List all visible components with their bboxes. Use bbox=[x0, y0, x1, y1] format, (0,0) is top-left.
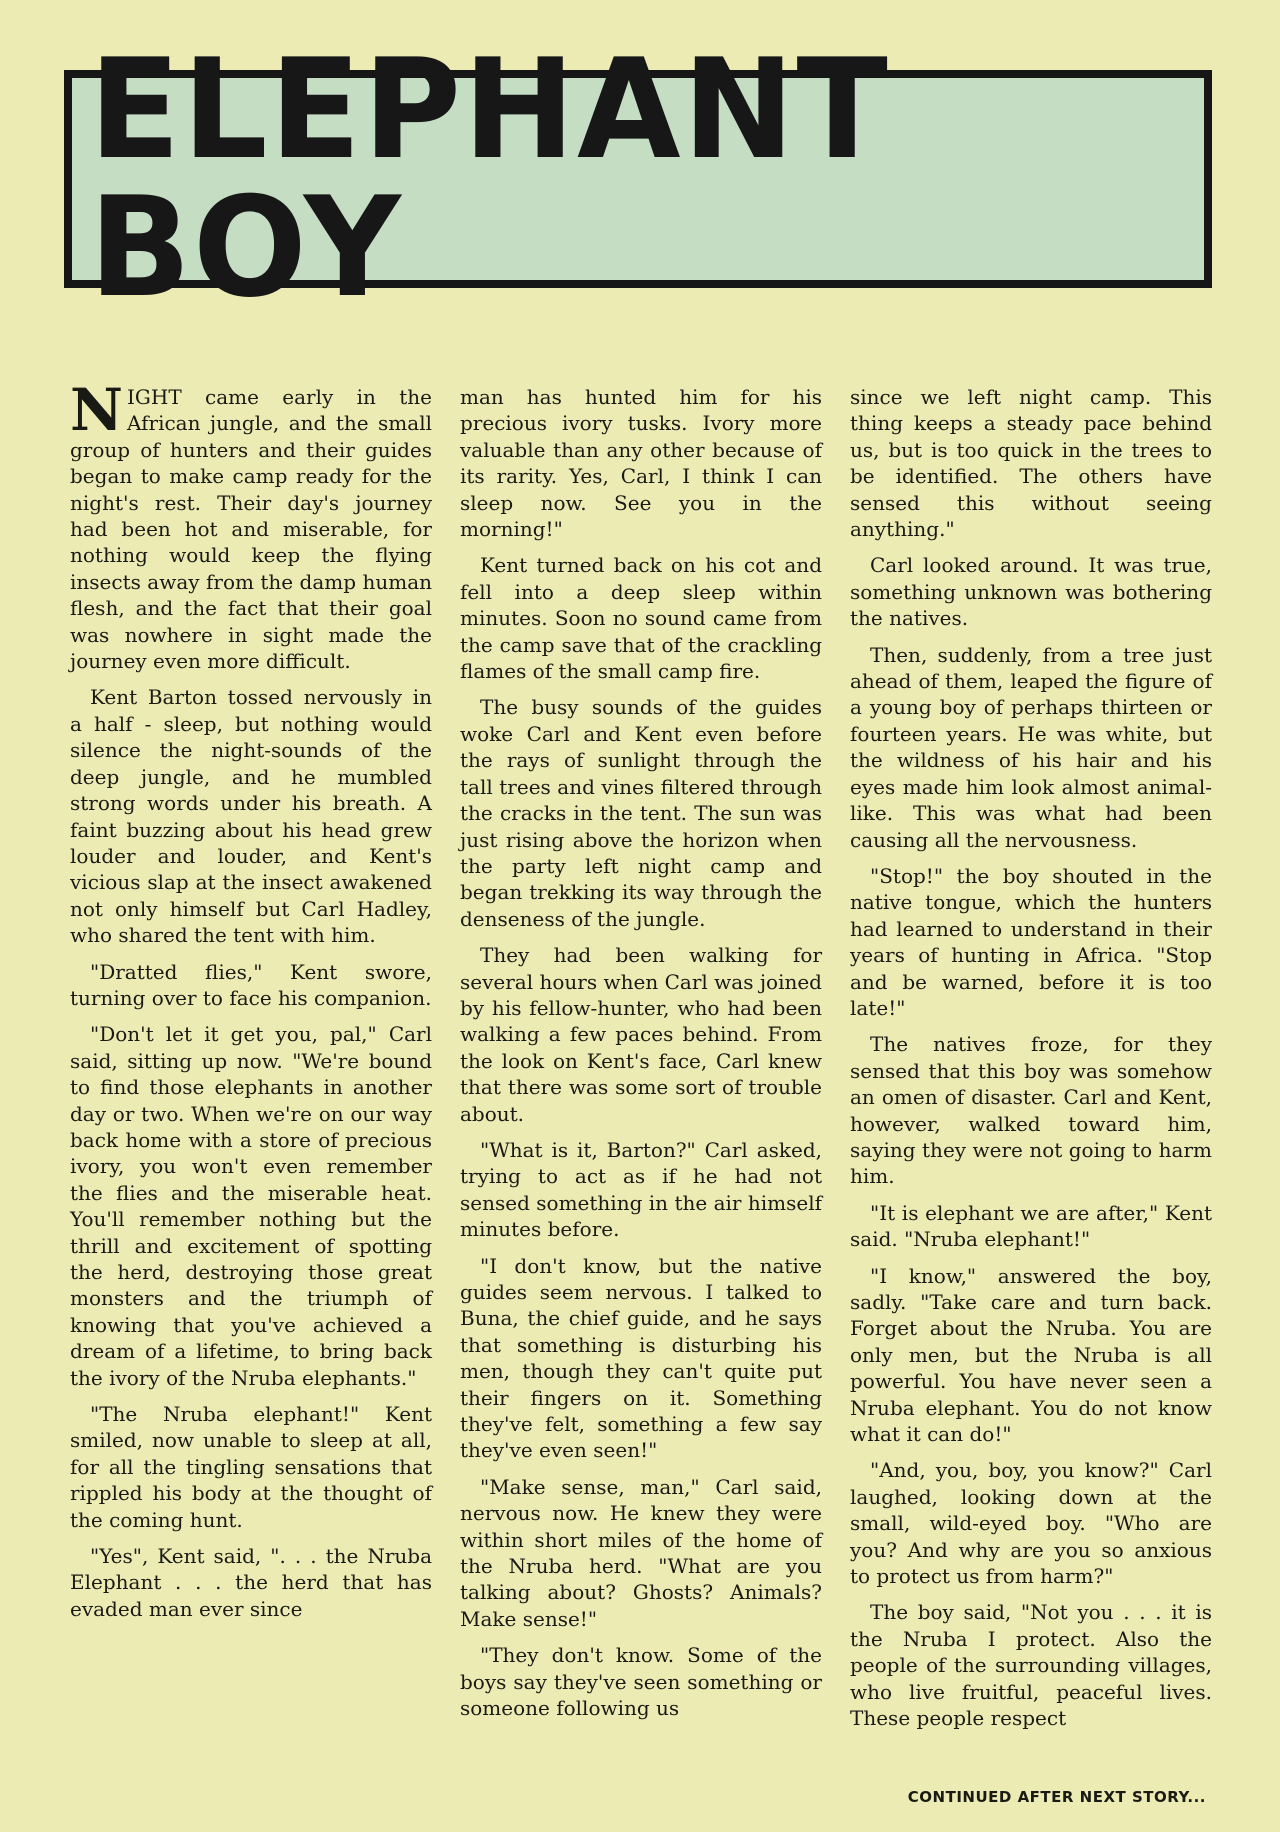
paragraph: "Dratted flies," Kent swore, turning over to face his companion. bbox=[70, 959, 432, 1010]
paragraph: The boy said, "Not you . . . it is the Nruba I protect. Also the people of the surrounding villages, who live fruitful, peaceful lives. These people respect bbox=[850, 1600, 1212, 1731]
paragraph: They had been walking for several hours when Carl was joined by his fellow-hunter, who had been walking a few paces behind. From the look on Kent's face, Carl knew that there was some sort of trouble about. bbox=[460, 943, 822, 1126]
paragraph: "They don't know. Some of the boys say they've seen something or someone following us bbox=[460, 1643, 822, 1721]
paragraph: "Don't let it get you, pal," Carl said, sitting up now. "We're bound to find those elephants in another day or two. When we're on our way back home with a store of precious ivory, you won't even remember the flies and the miserable heat. You'll remember nothing but the thrill and excitement of spotting the herd, destroying those great monsters and the triumph of knowing that you've achieved a dream of a lifetime, to bring back the ivory of the Nruba elephants." bbox=[70, 1022, 432, 1390]
paragraph: "I know," answered the boy, sadly. "Take care and turn back. Forget about the Nruba. You are only men, but the Nruba is all powerful. You have never seen a Nruba elephant. You do not know what it can do!" bbox=[850, 1263, 1212, 1447]
paragraph: Carl looked around. It was true, something unknown was bothering the natives. bbox=[850, 553, 1212, 631]
paragraph: Kent turned back on his cot and fell into a deep sleep within minutes. Soon no sound came from the camp save that of the crackling flames of the small camp fire. bbox=[460, 553, 822, 684]
paragraph: "What is it, Barton?" Carl asked, trying to act as if he had not sensed something in the air himself minutes before. bbox=[460, 1137, 822, 1242]
continued-footer: CONTINUED AFTER NEXT STORY... bbox=[907, 1788, 1206, 1806]
paragraph: Then, suddenly, from a tree just ahead of them, leaped the figure of a young boy of perhaps thirteen or fourteen years. He was white, but the wildness of his hair and his eyes made him look almost animal-like. This was what had been causing all the nervousness. bbox=[850, 642, 1212, 852]
paragraph: NIGHT came early in the African jungle, and the small group of hunters and their guides began to make camp ready for the night's rest. Their day's journey had been hot and miserable, for nothing would keep the flying insects away from the damp human flesh, and the fact that their goal was nowhere in sight made the journey even more difficult. bbox=[70, 376, 432, 674]
drop-cap: N bbox=[70, 376, 124, 444]
paragraph: "Yes", Kent said, ". . . the Nruba Elephant . . . the herd that has evaded man ever since bbox=[70, 1544, 432, 1621]
title-banner bbox=[64, 29, 1212, 328]
paragraph: "And, you, boy, you know?" Carl laughed, looking down at the small, wild-eyed boy. "Who are you? And why are you so anxious to protect us from harm?" bbox=[850, 1458, 1212, 1589]
paragraph: "It is elephant we are after," Kent said. "Nruba elephant!" bbox=[850, 1200, 1212, 1252]
paragraph: "I don't know, but the native guides seem nervous. I talked to Buna, the chief guide, and he says that something is disturbing his men, though they can't quite put their fingers on it. Something they've felt, something a few say they've even seen!" bbox=[460, 1253, 822, 1463]
paragraph: "Make sense, man," Carl said, nervous now. He knew they were within short miles of the home of the Nruba herd. "What are you talking about? Ghosts? Animals? Make sense!" bbox=[460, 1474, 822, 1631]
story-title: ELEPHANT BOY bbox=[88, 29, 890, 328]
column-3 bbox=[850, 384, 1212, 1740]
column-2 bbox=[460, 384, 822, 1740]
paragraph: since we left night camp. This thing keeps a steady pace behind us, but is too quick in the trees to be identified. The others have sensed this without seeing anything." bbox=[850, 385, 1212, 542]
paragraph: The natives froze, for they sensed that this boy was somehow an omen of disaster. Carl and Kent, however, walked toward him, saying they were not going to harm him. bbox=[850, 1032, 1212, 1189]
paragraph: man has hunted him for his precious ivory tusks. Ivory more valuable than any other because of its rarity. Yes, Carl, I think I can sleep now. See you in the morning!" bbox=[460, 385, 822, 542]
paragraph: The busy sounds of the guides woke Carl and Kent even before the rays of sunlight through the tall trees and vines filtered through the cracks in the tent. The sun was just rising above the horizon when the party left night camp and began trekking its way through the denseness of the jungle. bbox=[460, 695, 822, 931]
paragraph: "The Nruba elephant!" Kent smiled, now unable to sleep at all, for all the tingling sensations that rippled his body at the thought of the coming hunt. bbox=[70, 1402, 432, 1532]
column-1 bbox=[70, 376, 432, 1740]
story-columns bbox=[70, 376, 1212, 1740]
paragraph: "Stop!" the boy shouted in the native tongue, which the hunters had learned to understand in their years of hunting in Africa. "Stop and be warned, before it is too late!" bbox=[850, 863, 1212, 1020]
paragraph: Kent Barton tossed nervously in a half - sleep, but nothing would silence the night-sounds of the deep jungle, and he mumbled strong words under his breath. A faint buzzing about his head grew louder and louder, and Kent's vicious slap at the insect awakened not only himself but Carl Hadley, who shared the tent with him. bbox=[70, 685, 432, 948]
